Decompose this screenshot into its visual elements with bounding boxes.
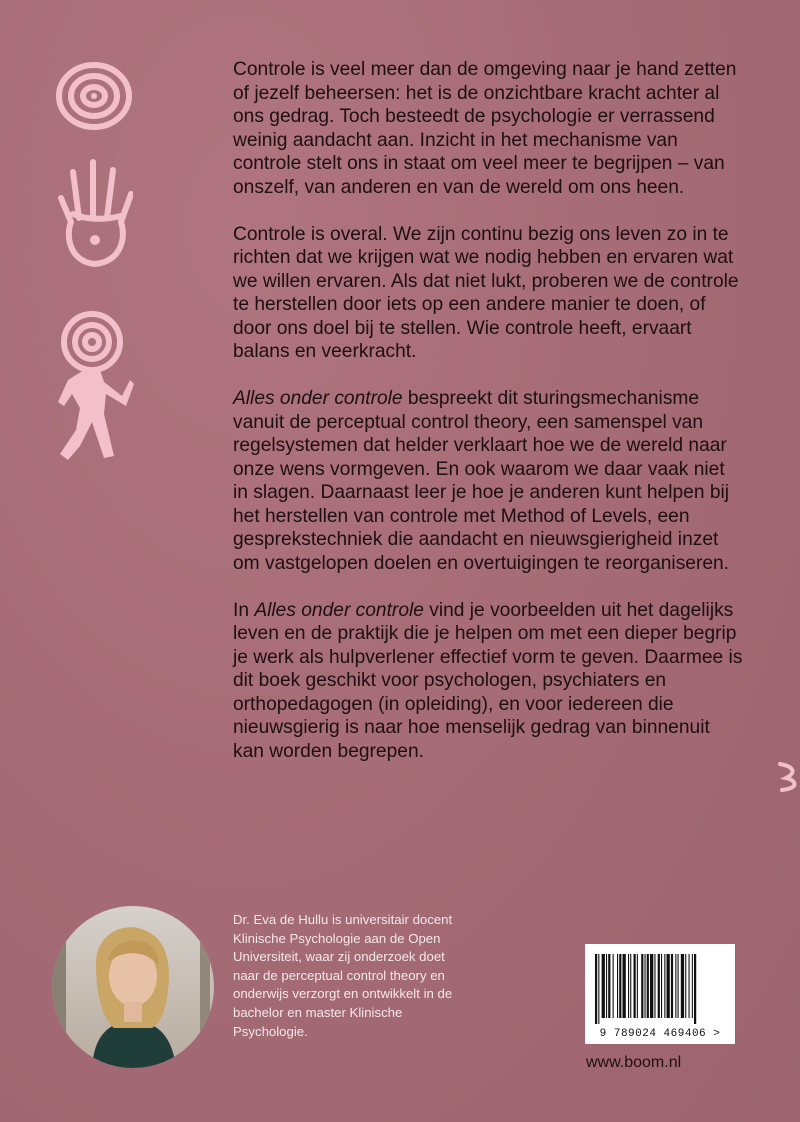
barcode-bar xyxy=(647,954,649,1018)
barcode-bar xyxy=(613,954,614,1018)
isbn-number: 9 789024 469406 > xyxy=(599,1028,721,1040)
author-photo xyxy=(52,906,214,1068)
barcode-bar xyxy=(678,954,679,1018)
author-bio: Dr. Eva de Hullu is universitair docent Klinische Psychologie aan de Open Universiteit, waar zij onderzoek doet naar de perceptual control theory en onderwijs verzorgt en ontwikkelt in de bachelor en master Klinische Psychologie. xyxy=(233,912,453,1039)
book-title-italic: Alles onder controle xyxy=(233,388,403,409)
barcode-bar xyxy=(681,954,684,1018)
spiral-icon xyxy=(54,60,134,132)
book-title-italic: Alles onder controle xyxy=(254,599,424,621)
barcode-bar xyxy=(675,954,676,1018)
barcode-bar xyxy=(641,954,643,1018)
publisher-website: www.boom.nl xyxy=(586,1054,682,1071)
barcode-bar xyxy=(630,954,631,1018)
blurb-paragraph-2: Controle is overal. We zijn continu bezig ons leven zo in te richten dat we krijgen wat we nodig hebben en ervaren wat we willen ervaren. Als dat niet lukt, proberen we de controle te herstellen door iets op een andere manier te doen, of door ons doel bij te stellen. Wie controle heeft, ervaart balans en veerkracht. xyxy=(233,223,739,362)
barcode-bar xyxy=(608,954,610,1018)
barcode-bar xyxy=(685,954,686,1018)
blurb-paragraph-1: Controle is veel meer dan de omgeving naar je hand zetten of jezelf beheersen: het is de onzichtbare kracht achter al ons gedrag. Toch besteedt de psychologie er verrassend weinig aandacht aan. Inzicht in het mechanisme van controle stelt ons in staat om veel meer te begrijpen – van onszelf, van anderen en van de wereld om ons heen. xyxy=(233,59,737,198)
barcode-bar xyxy=(661,954,662,1018)
barcode-bar xyxy=(645,954,646,1018)
barcode-bar xyxy=(606,954,607,1018)
barcode-bar xyxy=(689,954,690,1018)
barcode-bar xyxy=(637,954,638,1018)
barcode-bar xyxy=(617,954,618,1018)
hand-icon xyxy=(57,158,133,270)
barcode-bar xyxy=(598,954,599,1024)
blurb-paragraph-4-text: vind je voorbeelden uit het dagelijks leven en de praktijk die je helpen om met een dieper begrip je werk als hulpverlener effectief vorm te geven. Daarmee is dit boek geschikt voor psychologen, psychiaters en orthopedagogen (in opleiding), en voor iedereen die nieuwsgierig is naar hoe menselijk gedrag van binnenuit kan worden begrepen. xyxy=(233,599,743,762)
blurb-paragraph-3 xyxy=(233,387,743,575)
barcode-bar xyxy=(667,954,670,1018)
barcode-bar xyxy=(692,954,693,1018)
barcode-bar xyxy=(634,954,636,1018)
barcode-bars xyxy=(585,944,735,1026)
barcode-bar xyxy=(602,954,605,1018)
barcode-bar xyxy=(658,954,660,1018)
barcode-bar xyxy=(595,954,597,1024)
back-cover-blurb xyxy=(233,58,743,787)
barcode-bar xyxy=(650,954,653,1018)
spiral-figure-icon xyxy=(54,310,134,462)
blurb-paragraph-3-text: bespreekt dit sturingsmechanisme vanuit de perceptual control theory, een samenspel van regelsystemen dat helder verklaart hoe we de wereld naar onze wens vormgeven. En ook waarom we daar vaak niet in slagen. Daarnaast leer je hoe je anderen kunt helpen bij het herstellen van controle met Method of Levels, een gesprekstechniek die aandacht en nieuwsgierigheid inzet om vastgelopen doelen en overtuigingen te reorganiseren. xyxy=(233,388,730,574)
blurb-paragraph-4 xyxy=(233,599,743,764)
blurb-paragraph-4-prefix: In xyxy=(233,599,255,621)
barcode-bar xyxy=(671,954,673,1018)
barcode-bar xyxy=(619,954,621,1018)
isbn-barcode xyxy=(585,944,735,1044)
barcode-bar xyxy=(694,954,696,1024)
barcode-bar xyxy=(664,954,665,1018)
barcode-bar xyxy=(654,954,655,1018)
barcode-bar xyxy=(628,954,629,1018)
edge-glyph-icon xyxy=(778,760,800,799)
barcode-bar xyxy=(623,954,626,1018)
